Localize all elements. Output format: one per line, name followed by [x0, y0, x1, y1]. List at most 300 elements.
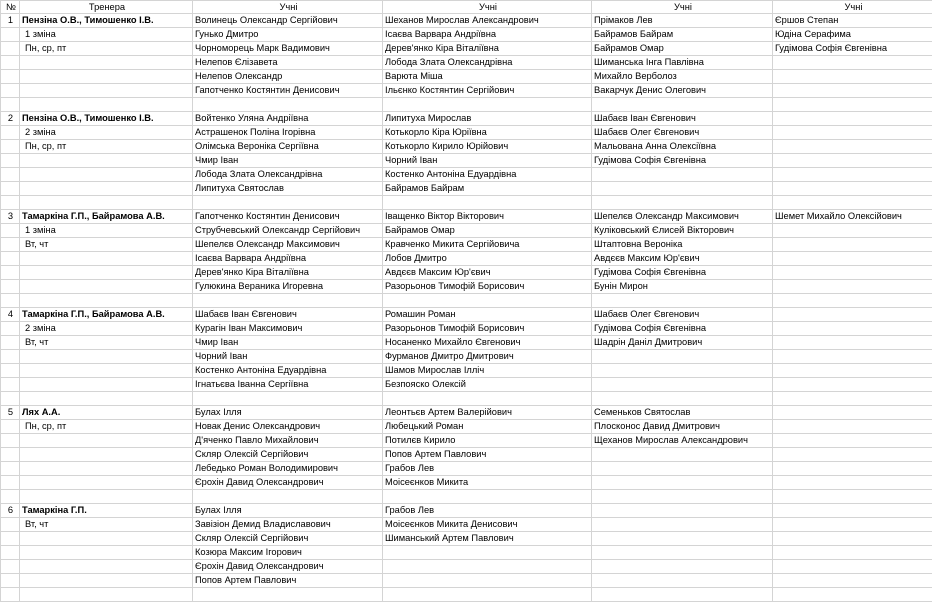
empty-cell[interactable] [20, 196, 193, 210]
table-row [1, 238, 932, 252]
table-row [1, 14, 932, 28]
pupil-cell[interactable] [773, 224, 932, 238]
pupil-cell[interactable]: Авдєєв Максим Юр'євич [592, 252, 773, 266]
pupil-cell[interactable] [773, 560, 932, 574]
empty-cell[interactable] [773, 490, 932, 504]
pupil-cell[interactable]: Булах Ілля [193, 406, 383, 420]
separator-row [1, 196, 932, 210]
days-cell[interactable]: Пн, ср, пт [20, 140, 193, 154]
pupil-cell[interactable] [592, 518, 773, 532]
group-number-cell[interactable] [1, 448, 20, 462]
separator-row [1, 392, 932, 406]
empty-cell[interactable] [773, 98, 932, 112]
empty-cell[interactable] [20, 588, 193, 602]
group-number-cell[interactable] [1, 378, 20, 392]
trainer-cell[interactable] [20, 56, 193, 70]
table-row [1, 350, 932, 364]
days-cell[interactable]: Пн, ср, пт [20, 42, 193, 56]
trainer-cell[interactable]: Тамаркіна Г.П., Байрамова А.В. [20, 210, 193, 224]
pupil-cell[interactable]: Штаптовна Вероніка [592, 238, 773, 252]
group-number-cell[interactable]: 5 [1, 406, 20, 420]
trainer-cell[interactable] [20, 364, 193, 378]
group-number-cell[interactable] [1, 350, 20, 364]
pupil-cell[interactable]: Байрамов Байрам [592, 28, 773, 42]
group-number-cell[interactable] [1, 182, 20, 196]
empty-cell[interactable] [1, 98, 20, 112]
pupil-cell[interactable]: Попов Артем Павлович [383, 448, 592, 462]
pupil-cell[interactable]: Завізіон Демид Владиславович [193, 518, 383, 532]
pupil-cell[interactable]: Курагін Іван Максимович [193, 322, 383, 336]
pupil-cell[interactable]: Шемет Михайло Олексійович [773, 210, 932, 224]
header-pupils[interactable]: Учні [592, 1, 773, 14]
pupil-cell[interactable]: Іващенко Віктор Вікторович [383, 210, 592, 224]
pupil-cell[interactable]: Бунін Мирон [592, 280, 773, 294]
trainer-cell[interactable]: Пензіна О.В., Тимошенко І.В. [20, 112, 193, 126]
pupil-cell[interactable] [773, 56, 932, 70]
table-row [1, 462, 932, 476]
empty-cell[interactable] [383, 196, 592, 210]
pupil-cell[interactable]: Юдіна Серафима [773, 28, 932, 42]
separator-row [1, 98, 932, 112]
trainer-cell[interactable]: Тамаркіна Г.П., Байрамова А.В. [20, 308, 193, 322]
pupil-cell[interactable]: Костенко Антоніна Едуардівна [383, 168, 592, 182]
header-pupils[interactable]: Учні [193, 1, 383, 14]
pupil-cell[interactable]: Лобода Злата Олександрівна [193, 168, 383, 182]
group-number-cell[interactable]: 3 [1, 210, 20, 224]
pupil-cell[interactable]: Гулюкина Вераника Игоревна [193, 280, 383, 294]
pupil-cell[interactable]: Семеньков Святослав [592, 406, 773, 420]
empty-cell[interactable] [773, 392, 932, 406]
empty-cell[interactable] [193, 588, 383, 602]
pupil-cell[interactable] [773, 476, 932, 490]
pupil-cell[interactable] [773, 336, 932, 350]
pupil-cell[interactable] [773, 504, 932, 518]
days-cell[interactable]: Вт, чт [20, 238, 193, 252]
pupil-cell[interactable] [592, 532, 773, 546]
pupil-cell[interactable]: Байрамов Омар [383, 224, 592, 238]
pupil-cell[interactable]: Вакарчук Денис Олегович [592, 84, 773, 98]
empty-cell[interactable] [773, 294, 932, 308]
pupil-cell[interactable] [773, 112, 932, 126]
trainer-cell[interactable] [20, 182, 193, 196]
pupil-cell[interactable] [773, 406, 932, 420]
pupil-cell[interactable]: Гудімова Софія Євгенівна [592, 154, 773, 168]
group-number-cell[interactable] [1, 336, 20, 350]
pupil-cell[interactable]: Шиманська Інга Павлівна [592, 56, 773, 70]
group-number-cell[interactable] [1, 462, 20, 476]
pupil-cell[interactable]: Байрамов Байрам [383, 182, 592, 196]
group-number-cell[interactable] [1, 224, 20, 238]
trainer-cell[interactable] [20, 70, 193, 84]
pupil-cell[interactable]: Варюта Міша [383, 70, 592, 84]
empty-cell[interactable] [592, 490, 773, 504]
trainer-cell[interactable]: Пензіна О.В., Тимошенко І.В. [20, 14, 193, 28]
empty-cell[interactable] [20, 294, 193, 308]
pupil-cell[interactable]: Шеханов Мирослав Александрович [383, 14, 592, 28]
pupil-cell[interactable]: Струбчевський Олександр Сергійович [193, 224, 383, 238]
empty-cell[interactable] [193, 196, 383, 210]
pupil-cell[interactable]: Лебедько Роман Володимирович [193, 462, 383, 476]
pupil-cell[interactable]: Чорний Іван [193, 350, 383, 364]
table-row [1, 448, 932, 462]
empty-cell[interactable] [383, 392, 592, 406]
pupil-cell[interactable]: Чорний Іван [383, 154, 592, 168]
pupil-cell[interactable]: Попов Артем Павлович [193, 574, 383, 588]
pupil-cell[interactable]: Липитуха Мирослав [383, 112, 592, 126]
pupil-cell[interactable] [773, 70, 932, 84]
table-row [1, 336, 932, 350]
pupil-cell[interactable] [773, 518, 932, 532]
pupil-cell[interactable]: Ільєнко Костянтин Сергійович [383, 84, 592, 98]
trainer-cell[interactable] [20, 350, 193, 364]
pupil-cell[interactable]: Ігнатьєва Іванна Сергіївна [193, 378, 383, 392]
pupil-cell[interactable] [592, 364, 773, 378]
trainer-cell[interactable] [20, 574, 193, 588]
pupil-cell[interactable]: Шабаєв Іван Євгенович [193, 308, 383, 322]
table-row [1, 126, 932, 140]
group-number-cell[interactable] [1, 532, 20, 546]
group-number-cell[interactable] [1, 574, 20, 588]
trainer-cell[interactable] [20, 462, 193, 476]
trainer-cell[interactable]: Тамаркіна Г.П. [20, 504, 193, 518]
group-number-cell[interactable] [1, 280, 20, 294]
pupil-cell[interactable] [773, 546, 932, 560]
pupil-cell[interactable]: Єршов Степан [773, 14, 932, 28]
pupil-cell[interactable]: Леонтьєв Артем Валерійович [383, 406, 592, 420]
trainer-cell[interactable] [20, 448, 193, 462]
group-number-cell[interactable] [1, 364, 20, 378]
header-trainers[interactable]: Тренера [20, 1, 193, 14]
pupil-cell[interactable]: Разорьонов Тимофій Борисович [383, 280, 592, 294]
pupil-cell[interactable]: Грабов Лев [383, 462, 592, 476]
pupil-cell[interactable] [592, 182, 773, 196]
shift-cell[interactable]: 1 зміна [20, 224, 193, 238]
group-number-cell[interactable] [1, 28, 20, 42]
pupil-cell[interactable]: Костенко Антоніна Едуардівна [193, 364, 383, 378]
group-number-cell[interactable]: 6 [1, 504, 20, 518]
group-number-cell[interactable] [1, 252, 20, 266]
pupil-cell[interactable]: Носаненко Михайло Євгенович [383, 336, 592, 350]
table-row [1, 112, 932, 126]
group-number-cell[interactable] [1, 560, 20, 574]
empty-cell[interactable] [193, 98, 383, 112]
empty-cell[interactable] [1, 490, 20, 504]
empty-cell[interactable] [383, 98, 592, 112]
empty-cell[interactable] [1, 294, 20, 308]
pupil-cell[interactable]: Гудімова Софія Євгенівна [592, 266, 773, 280]
pupil-cell[interactable]: Гапотченко Костянтин Денисович [193, 210, 383, 224]
table-row [1, 266, 932, 280]
empty-cell[interactable] [1, 392, 20, 406]
empty-cell[interactable] [20, 392, 193, 406]
pupil-cell[interactable]: Козюра Максим Ігорович [193, 546, 383, 560]
table-row [1, 364, 932, 378]
table-row [1, 210, 932, 224]
days-cell[interactable] [20, 434, 193, 448]
pupil-cell[interactable]: Нелепов Олександр [193, 70, 383, 84]
pupil-cell[interactable] [592, 476, 773, 490]
pupil-cell[interactable] [773, 252, 932, 266]
empty-cell[interactable] [20, 490, 193, 504]
group-number-cell[interactable] [1, 420, 20, 434]
table-row [1, 168, 932, 182]
group-number-cell[interactable] [1, 322, 20, 336]
table-row [1, 574, 932, 588]
header-num[interactable]: № [1, 1, 20, 14]
pupil-cell[interactable]: Шадрін Даніл Дмитрович [592, 336, 773, 350]
empty-cell[interactable] [193, 490, 383, 504]
pupil-cell[interactable]: Грабов Лев [383, 504, 592, 518]
table-row [1, 546, 932, 560]
header-row [1, 1, 932, 14]
trainer-cell[interactable] [20, 378, 193, 392]
pupil-cell[interactable]: Потилєв Кирило [383, 434, 592, 448]
pupil-cell[interactable]: Чмир Іван [193, 336, 383, 350]
pupil-cell[interactable]: Дерев'янко Кіра Віталіївна [383, 42, 592, 56]
table-row [1, 84, 932, 98]
pupil-cell[interactable] [773, 532, 932, 546]
pupil-cell[interactable]: Гудімова Софія Євгенівна [592, 322, 773, 336]
empty-cell[interactable] [773, 196, 932, 210]
pupil-cell[interactable] [383, 546, 592, 560]
pupil-cell[interactable]: Шабаєв Іван Євгенович [592, 112, 773, 126]
pupil-cell[interactable] [773, 364, 932, 378]
pupil-cell[interactable] [773, 378, 932, 392]
trainer-cell[interactable] [20, 280, 193, 294]
shift-cell[interactable]: Пн, ср, пт [20, 420, 193, 434]
pupil-cell[interactable]: Моісеєнков Микита Денисович [383, 518, 592, 532]
table-row [1, 560, 932, 574]
pupil-cell[interactable]: Ісаєва Варвара Андріївна [193, 252, 383, 266]
pupil-cell[interactable]: Лобода Злата Олександрівна [383, 56, 592, 70]
pupil-cell[interactable]: Булах Ілля [193, 504, 383, 518]
pupil-cell[interactable]: Скляр Олексій Сергійович [193, 448, 383, 462]
pupil-cell[interactable] [773, 434, 932, 448]
pupil-cell[interactable] [592, 448, 773, 462]
empty-cell[interactable] [383, 294, 592, 308]
pupil-cell[interactable] [383, 574, 592, 588]
days-cell[interactable]: Вт, чт [20, 336, 193, 350]
table-row [1, 518, 932, 532]
pupil-cell[interactable] [773, 420, 932, 434]
group-number-cell[interactable] [1, 126, 20, 140]
pupil-cell[interactable] [592, 378, 773, 392]
trainer-cell[interactable] [20, 168, 193, 182]
empty-cell[interactable] [193, 294, 383, 308]
pupil-cell[interactable] [773, 126, 932, 140]
pupil-cell[interactable] [592, 546, 773, 560]
empty-cell[interactable] [592, 98, 773, 112]
table-row [1, 252, 932, 266]
pupil-cell[interactable] [773, 84, 932, 98]
trainer-cell[interactable]: Лях А.А. [20, 406, 193, 420]
pupil-cell[interactable]: Гапотченко Костянтин Денисович [193, 84, 383, 98]
group-number-cell[interactable] [1, 42, 20, 56]
group-number-cell[interactable] [1, 154, 20, 168]
table-row [1, 476, 932, 490]
pupil-cell[interactable] [773, 266, 932, 280]
pupil-cell[interactable]: Байрамов Омар [592, 42, 773, 56]
group-number-cell[interactable] [1, 238, 20, 252]
pupil-cell[interactable]: Ромашин Роман [383, 308, 592, 322]
table-row [1, 70, 932, 84]
pupil-cell[interactable] [773, 154, 932, 168]
pupil-cell[interactable] [592, 504, 773, 518]
pupil-cell[interactable]: Авдєєв Максим Юр'євич [383, 266, 592, 280]
empty-cell[interactable] [193, 392, 383, 406]
pupil-cell[interactable] [773, 140, 932, 154]
pupil-cell[interactable]: Любецький Роман [383, 420, 592, 434]
pupil-cell[interactable] [773, 238, 932, 252]
pupil-cell[interactable]: Щеханов Мирослав Александрович [592, 434, 773, 448]
pupil-cell[interactable] [592, 168, 773, 182]
pupil-cell[interactable]: Липитуха Святослав [193, 182, 383, 196]
pupil-cell[interactable]: Шепелєв Олександр Максимович [193, 238, 383, 252]
table-row [1, 378, 932, 392]
trainer-cell[interactable] [20, 252, 193, 266]
pupil-cell[interactable]: Єрохін Давид Олександрович [193, 476, 383, 490]
group-number-cell[interactable] [1, 70, 20, 84]
pupil-cell[interactable]: Войтенко Уляна Андріївна [193, 112, 383, 126]
trainer-cell[interactable] [20, 154, 193, 168]
pupil-cell[interactable]: Дерев'янко Кіра Віталіївна [193, 266, 383, 280]
pupil-cell[interactable]: Шабаєв Олег Євгенович [592, 308, 773, 322]
pupil-cell[interactable]: Астрашенок Поліна Ігорівна [193, 126, 383, 140]
pupil-cell[interactable]: Кравченко Микита Сергійовича [383, 238, 592, 252]
group-number-cell[interactable]: 2 [1, 112, 20, 126]
pupil-cell[interactable]: Безпояско Олексій [383, 378, 592, 392]
pupil-cell[interactable]: Куліковський Єлисей Вікторович [592, 224, 773, 238]
pupil-cell[interactable]: Прімаков Лев [592, 14, 773, 28]
group-number-cell[interactable]: 4 [1, 308, 20, 322]
group-number-cell[interactable] [1, 84, 20, 98]
pupil-cell[interactable]: Шамов Мирослав Ілліч [383, 364, 592, 378]
pupil-cell[interactable]: Михайло Верболоз [592, 70, 773, 84]
table-row [1, 434, 932, 448]
pupil-cell[interactable]: Чорноморець Марк Вадимович [193, 42, 383, 56]
shift-cell[interactable]: Вт, чт [20, 518, 193, 532]
group-number-cell[interactable] [1, 518, 20, 532]
trainer-cell[interactable] [20, 560, 193, 574]
pupil-cell[interactable]: Моісеєнков Микита [383, 476, 592, 490]
empty-cell[interactable] [383, 588, 592, 602]
trainer-cell[interactable] [20, 266, 193, 280]
group-number-cell[interactable] [1, 434, 20, 448]
table-row [1, 532, 932, 546]
pupil-cell[interactable]: Плосконос Давид Дмитрович [592, 420, 773, 434]
separator-row [1, 490, 932, 504]
pupil-cell[interactable]: Нелепов Єлізавета [193, 56, 383, 70]
table-row [1, 406, 932, 420]
pupil-cell[interactable]: Гудімова Софія Євгенівна [773, 42, 932, 56]
empty-cell[interactable] [1, 588, 20, 602]
pupil-cell[interactable] [773, 574, 932, 588]
pupil-cell[interactable] [773, 182, 932, 196]
pupil-cell[interactable] [773, 168, 932, 182]
group-number-cell[interactable] [1, 168, 20, 182]
table-row [1, 42, 932, 56]
pupil-cell[interactable]: Гунько Дмитро [193, 28, 383, 42]
shift-cell[interactable]: 2 зміна [20, 322, 193, 336]
table-row [1, 224, 932, 238]
empty-cell[interactable] [592, 294, 773, 308]
pupil-cell[interactable]: Котькорло Кіра Юріївна [383, 126, 592, 140]
pupil-cell[interactable]: Котькорло Кирило Юрійович [383, 140, 592, 154]
group-number-cell[interactable] [1, 140, 20, 154]
pupil-cell[interactable]: Ісаєва Варвара Андріївна [383, 28, 592, 42]
pupil-cell[interactable]: Фурманов Дмитро Дмитрович [383, 350, 592, 364]
pupil-cell[interactable] [773, 322, 932, 336]
trainer-cell[interactable] [20, 546, 193, 560]
pupil-cell[interactable]: Єрохін Давид Олександрович [193, 560, 383, 574]
table-row [1, 56, 932, 70]
group-number-cell[interactable] [1, 266, 20, 280]
pupil-cell[interactable] [773, 350, 932, 364]
pupil-cell[interactable]: Скляр Олексій Сергійович [193, 532, 383, 546]
group-number-cell[interactable] [1, 476, 20, 490]
table-row [1, 420, 932, 434]
pupil-cell[interactable]: Д'яченко Павло Михайлович [193, 434, 383, 448]
empty-cell[interactable] [1, 196, 20, 210]
pupil-cell[interactable]: Шиманський Артем Павлович [383, 532, 592, 546]
empty-cell[interactable] [20, 98, 193, 112]
header-pupils[interactable]: Учні [383, 1, 592, 14]
shift-cell[interactable]: 2 зміна [20, 126, 193, 140]
pupil-cell[interactable]: Новак Денис Олександрович [193, 420, 383, 434]
table-row [1, 182, 932, 196]
separator-row [1, 588, 932, 602]
schedule-body [1, 14, 932, 602]
shift-cell[interactable]: 1 зміна [20, 28, 193, 42]
pupil-cell[interactable] [773, 462, 932, 476]
pupil-cell[interactable] [773, 308, 932, 322]
group-number-cell[interactable]: 1 [1, 14, 20, 28]
empty-cell[interactable] [592, 392, 773, 406]
pupil-cell[interactable]: Олімська Вероніка Сергіївна [193, 140, 383, 154]
pupil-cell[interactable]: Лобов Дмитро [383, 252, 592, 266]
table-row [1, 154, 932, 168]
header-pupils[interactable]: Учні [773, 1, 932, 14]
pupil-cell[interactable] [592, 350, 773, 364]
table-row [1, 280, 932, 294]
pupil-cell[interactable] [773, 448, 932, 462]
group-number-cell[interactable] [1, 56, 20, 70]
empty-cell[interactable] [592, 196, 773, 210]
pupil-cell[interactable]: Разорьонов Тимофій Борисович [383, 322, 592, 336]
pupil-cell[interactable] [592, 560, 773, 574]
empty-cell[interactable] [383, 490, 592, 504]
table-row [1, 504, 932, 518]
pupil-cell[interactable]: Чмир Іван [193, 154, 383, 168]
trainer-cell[interactable] [20, 476, 193, 490]
pupil-cell[interactable]: Шепелєв Олександр Максимович [592, 210, 773, 224]
empty-cell[interactable] [592, 588, 773, 602]
empty-cell[interactable] [773, 588, 932, 602]
table-row [1, 322, 932, 336]
separator-row [1, 294, 932, 308]
group-number-cell[interactable] [1, 546, 20, 560]
pupil-cell[interactable] [383, 560, 592, 574]
pupil-cell[interactable] [592, 574, 773, 588]
pupil-cell[interactable]: Шабаєв Олег Євгенович [592, 126, 773, 140]
pupil-cell[interactable] [592, 462, 773, 476]
pupil-cell[interactable]: Волинець Олександр Сергійович [193, 14, 383, 28]
trainer-cell[interactable] [20, 84, 193, 98]
table-row [1, 28, 932, 42]
pupil-cell[interactable] [773, 280, 932, 294]
days-cell[interactable] [20, 532, 193, 546]
pupil-cell[interactable]: Мальована Анна Олексіївна [592, 140, 773, 154]
